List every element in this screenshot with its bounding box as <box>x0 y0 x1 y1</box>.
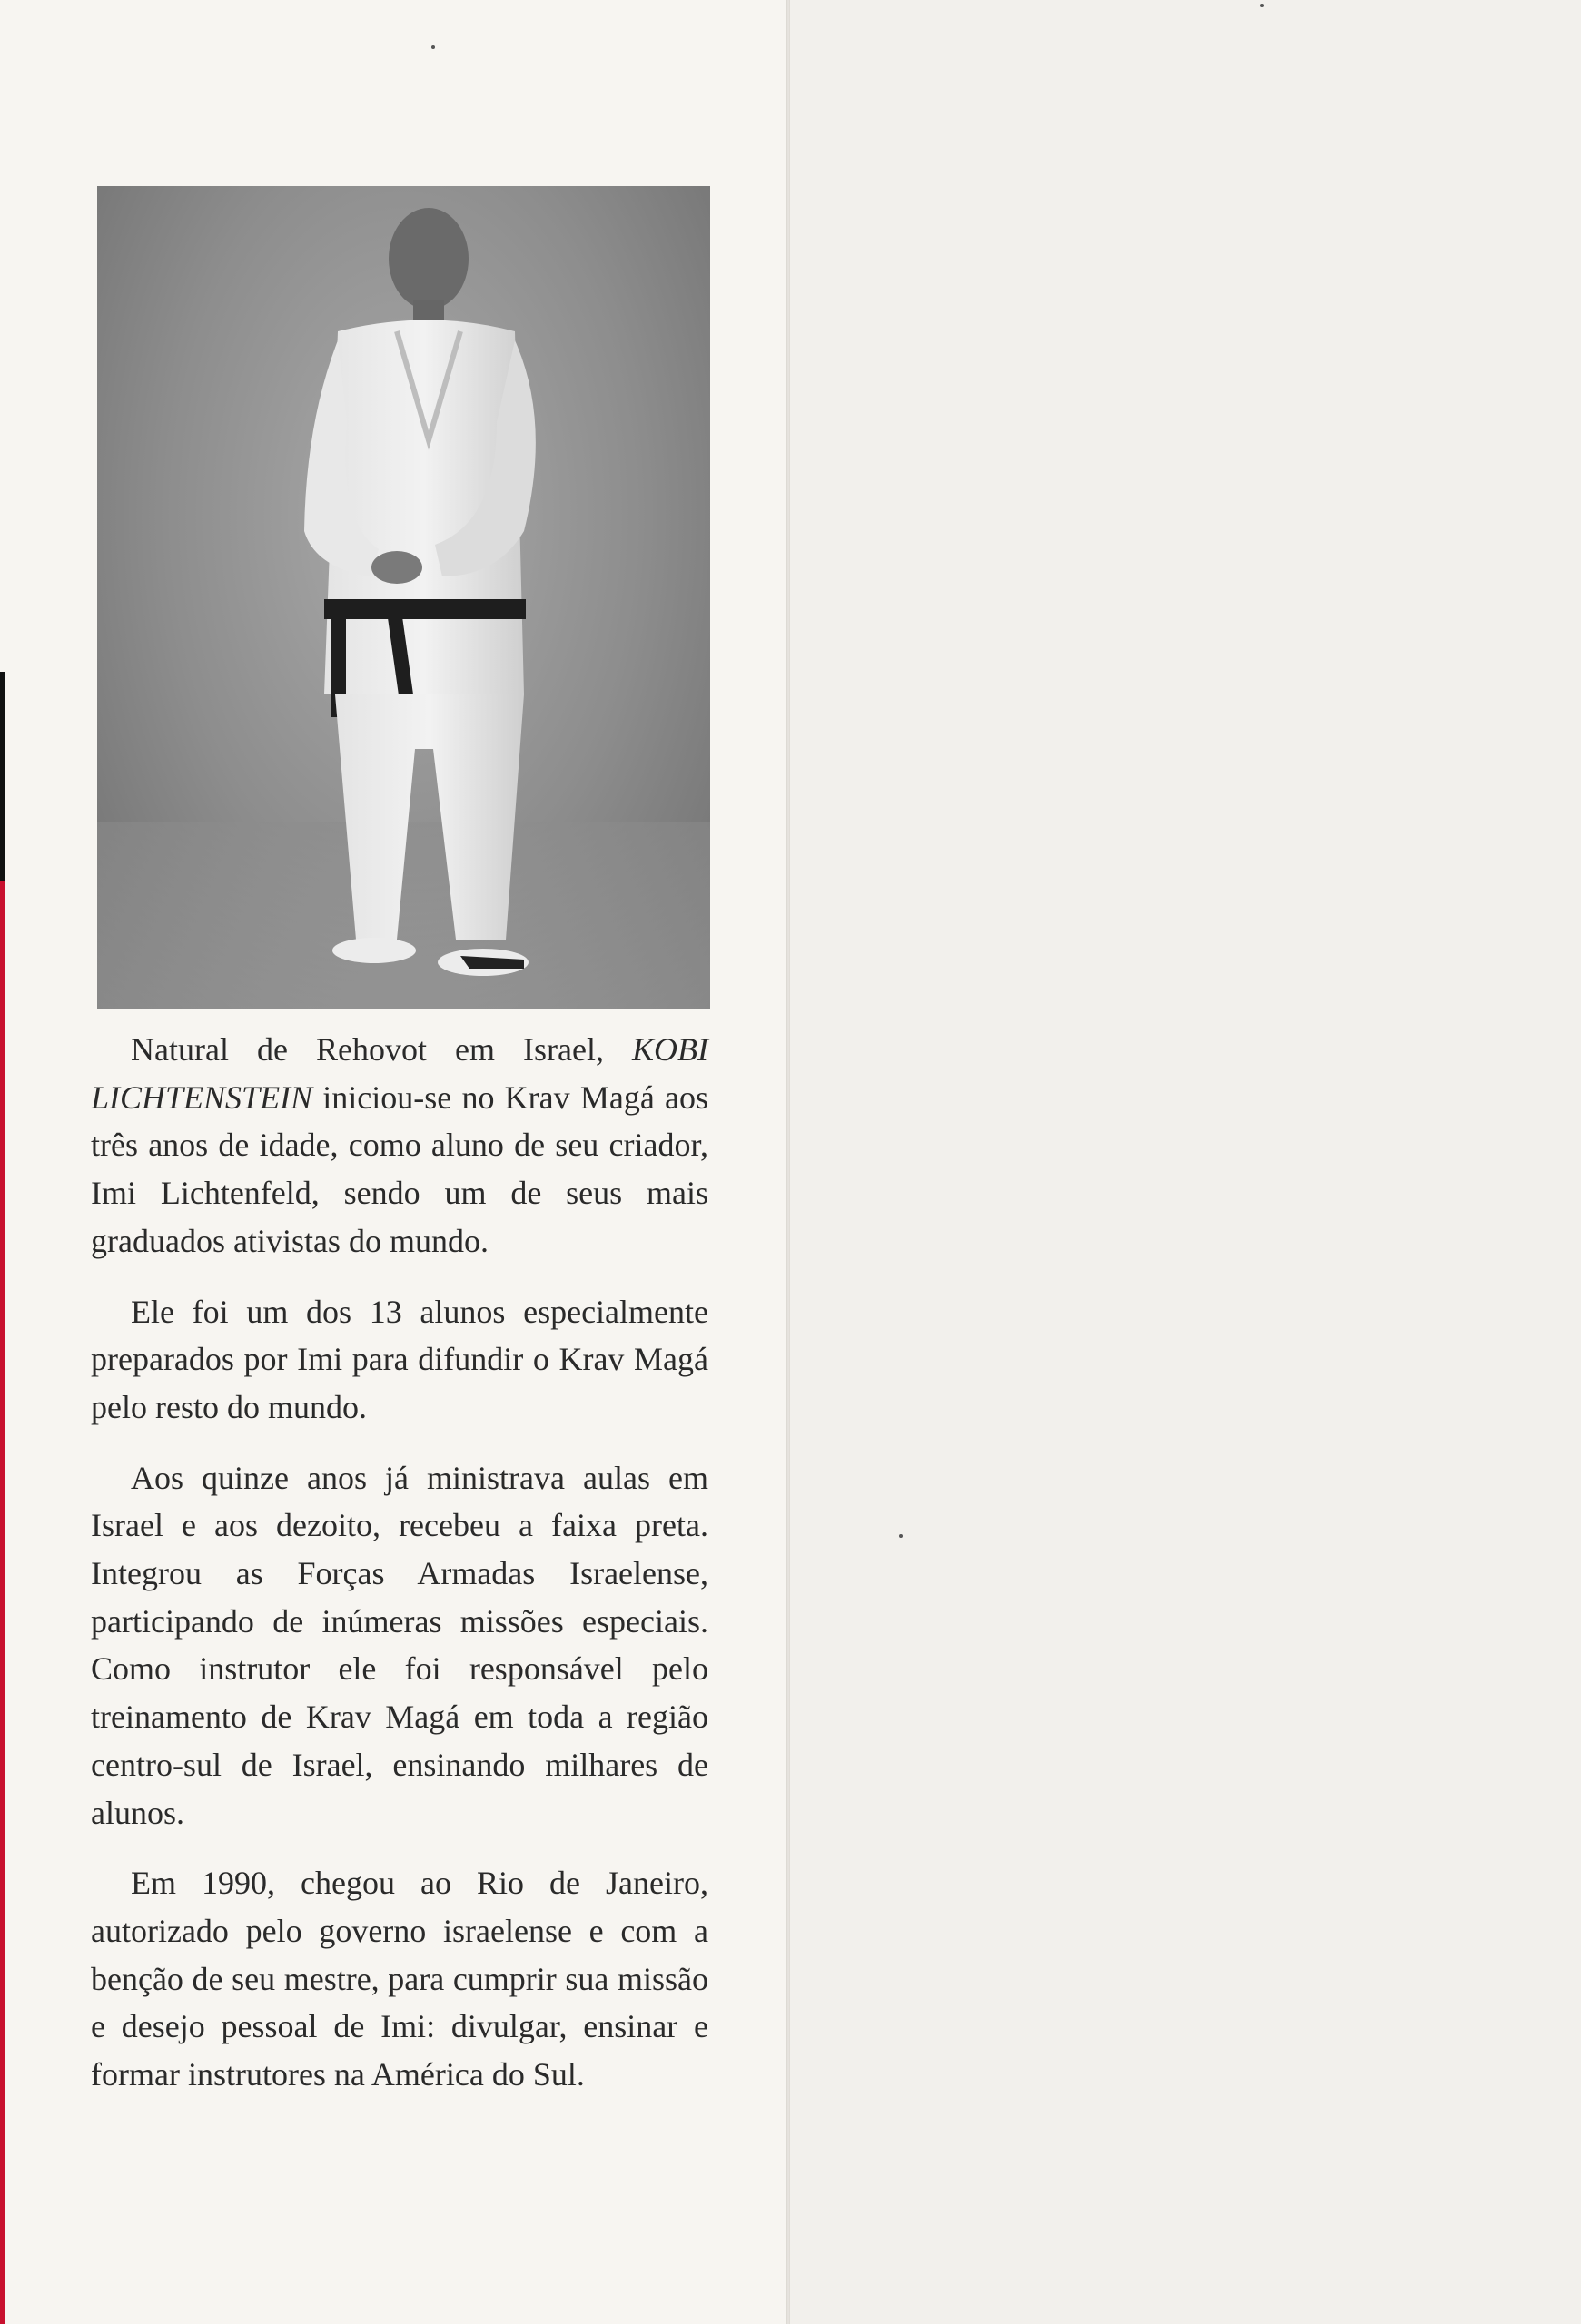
print-speck <box>1260 4 1264 7</box>
bio-paragraph-4: Em 1990, chegou ao Rio de Janeiro, autorizado pelo governo israelense e com a benção de seu mestre, para cumprir sua missão e desejo pessoal de Imi: divulgar, ensinar e formar instrutores na América do Sul. <box>91 1865 708 2093</box>
flap-right-panel <box>790 0 1581 2324</box>
author-photo <box>97 186 710 1009</box>
bio-text-run: Natural de Rehovot em Israel, <box>131 1031 632 1068</box>
spine-edge-black <box>0 672 5 881</box>
print-speck <box>431 45 435 49</box>
spine-edge-red <box>0 881 5 2324</box>
bio-text-run: iniciou-se no Krav Magá aos três anos de idade, como aluno de seu criador, Imi Lichtenfeld, sendo um de seus mais graduados ativistas do mundo. <box>91 1078 708 1259</box>
bio-paragraph-3: Aos quinze anos já ministrava aulas em Israel e aos dezoito, recebeu a faixa preta. Integrou as Forças Armadas Israelense, participando de inúmeras missões especiais. Como instrutor ele foi responsável pelo treinamento de Krav Magá em toda a região centro-sul de Israel, ensinando milhares de alunos. <box>91 1459 708 1831</box>
author-name: KOBI LICHTENSTEIN <box>91 1031 708 1116</box>
print-speck <box>899 1534 903 1538</box>
bio-paragraph-2: Ele foi um dos 13 alunos especialmente preparados por Imi para difundir o Krav Magá pelo resto do mundo. <box>91 1293 708 1425</box>
bio-paragraph-1 <box>91 1026 708 1265</box>
author-bio <box>91 1026 708 2122</box>
